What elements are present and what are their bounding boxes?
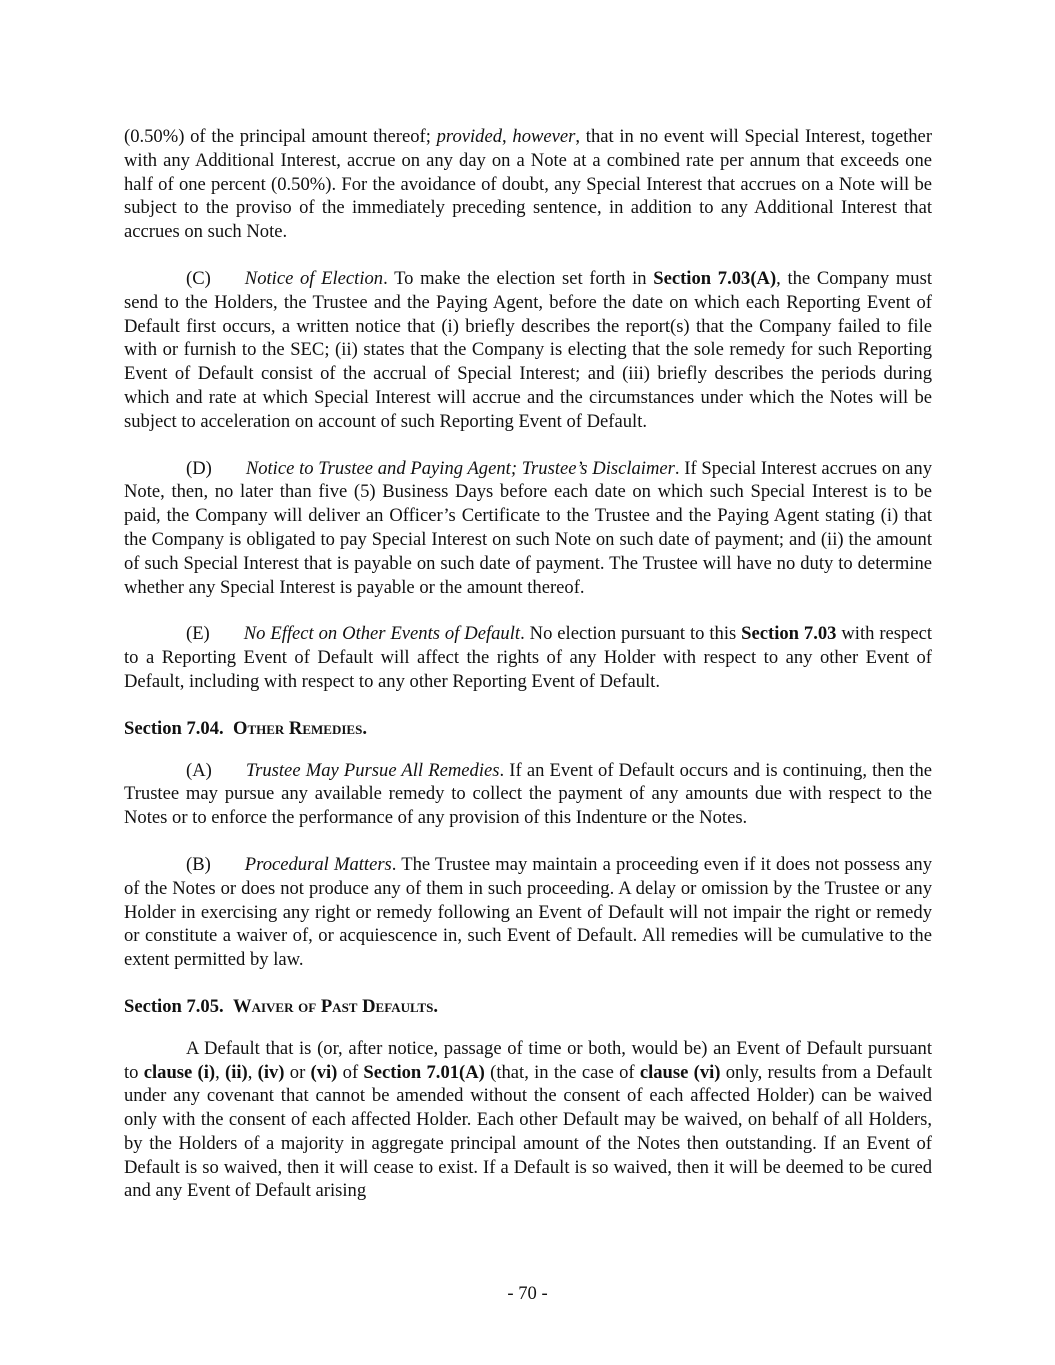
paragraph-special-interest-cap: (0.50%) of the principal amount thereof; provided, however, that in no event will Special Interest, together with any Additional Interest, accrue on any day on a Note at a combined rate per annum that exceeds one half of one percent (0.50%). For the avoidance of doubt, any Special Interest that accrues on a Note will be subject to the proviso of the immediately preceding sentence, in addition to any Additional Interest that accrues on such Note. — [124, 126, 933, 243]
section-reference: Section 7.03 — [741, 623, 837, 645]
clause-label: (E) — [186, 623, 210, 645]
clause-title: Notice to Trustee and Paying Agent; Trustee’s Disclaimer — [245, 457, 675, 479]
paragraph-trustee-may-pursue: (A) Trustee May Pursue All Remedies. If an Event of Default occurs and is continuing, then the Trustee may pursue any available remedy to collect the payment of any amounts due with respect to the Notes or to enforce the performance of any provision of this Indenture or the Notes. — [124, 759, 932, 829]
paragraph-no-effect: (E) No Effect on Other Events of Default. No election pursuant to this Section 7.03 with respect to a Reporting Event of Default will affect the rights of any Holder with respect to any other Event of Default, including with respect to any other Reporting Event of Default. — [124, 623, 932, 692]
clause-title: Trustee May Pursue All Remedies — [245, 759, 500, 781]
section-heading-7-04: Section 7.04. Other Remedies. — [124, 717, 367, 739]
paragraph-notice-to-trustee: (D) Notice to Trustee and Paying Agent; Trustee’s Disclaimer. If Special Interest accrues on any Note, then, no later than five (5) Business Days before each date on which such Special Interest is to be paid, the Company will deliver an Officer’s Certificate to the Trustee and the Paying Agent stating (i) that the Company is obligated to pay Special Interest on such Note on such date of payment; and (ii) the amount of such Special Interest that is payable on such date of payment. The Trustee will have no duty to determine whether any Special Interest is payable or the amount thereof. — [124, 457, 932, 598]
section-reference: Section 7.03(A) — [653, 267, 777, 289]
page-number: - 70 - — [507, 1283, 548, 1304]
paragraph-procedural-matters: (B) Procedural Matters. The Trustee may maintain a proceeding even if it does not possess any of the Notes or does not produce any of them in such proceeding. A delay or omission by the Trustee or any Holder in exercising any right or remedy following an Event of Default will not impair the right or remedy or constitute a waiver of, or acquiescence in, such Event of Default. All remedies will be cumulative to the extent permitted by law. — [124, 853, 932, 971]
paragraph-waiver-of-defaults: A Default that is (or, after notice, passage of time or both, would be) an Event of Default pursuant to clause (i), (ii), (iv) or (vi) of Section 7.01(A) (that, in the case of clause (vi) only, results from a Default under any covenant that cannot be amended without the consent of each affected Holder) can be waived only with the consent of each affected Holder. Each other Default may be waived, on behalf of all Holders, by the Holders of a majority in aggregate principal amount of the Notes then outstanding. If an Event of Default is so waived, then it will cease to exist. If a Default is so waived, then it will be deemed to be cured and any Event of Default arising — [124, 1037, 933, 1202]
clause-label: (C) — [186, 267, 211, 289]
clause-label: (A) — [186, 759, 212, 781]
document-page — [124, 125, 932, 1226]
section-title: Waiver of Past Defaults. — [232, 995, 438, 1017]
clause-title: Procedural Matters — [244, 853, 392, 875]
clause-title: Notice of Election — [244, 267, 384, 289]
clause-label: (B) — [186, 853, 211, 875]
paragraph-notice-of-election: (C) Notice of Election. To make the election set forth in Section 7.03(A), the Company must send to the Holders, the Trustee and the Paying Agent, before the date on which each Reporting Event of Default first occurs, a written notice that (i) briefly describes the report(s) that the Company failed to file with or furnish to the SEC; (ii) states that the Company is electing that the sole remedy for such Reporting Event of Default consist of the accrual of Special Interest; and (iii) briefly describes the periods during which and rate at which Special Interest will accrue and the circumstances under which the Notes will be subject to acceleration on account of such Reporting Event of Default. — [124, 267, 932, 432]
section-heading-7-05: Section 7.05. Waiver of Past Defaults. — [124, 995, 438, 1017]
section-title: Other Remedies. — [232, 717, 367, 739]
clause-title: No Effect on Other Events of Default — [243, 623, 521, 645]
clause-label: (D) — [186, 457, 212, 479]
